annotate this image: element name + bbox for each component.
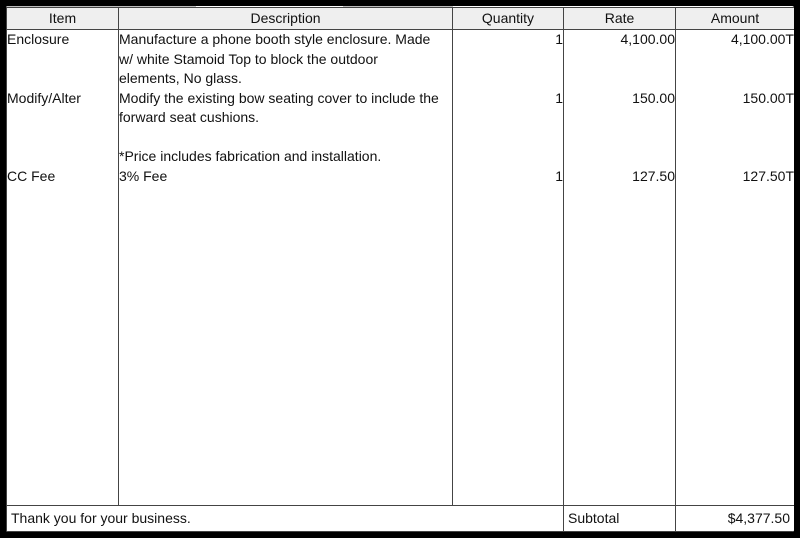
description-column xyxy=(119,30,453,506)
subtotal-label: Subtotal xyxy=(564,506,676,532)
thank-you-message: Thank you for your business. xyxy=(7,506,564,532)
col-header-description: Description xyxy=(119,8,453,30)
description-cell: Modify the existing bow seating cover to include the forward seat cushions. *Price includes fabrication and installation. xyxy=(119,89,439,164)
amount-column xyxy=(676,30,795,506)
rate-cell: 127.50 xyxy=(632,167,675,184)
header-row xyxy=(7,8,795,30)
col-header-amount: Amount xyxy=(676,8,795,30)
invoice-sheet xyxy=(6,6,794,532)
invoice-table xyxy=(6,7,794,532)
quantity-cell: 1 xyxy=(555,31,563,47)
col-header-item: Item xyxy=(7,8,119,30)
rate-column xyxy=(564,30,676,506)
quantity-cell: 1 xyxy=(555,89,563,106)
col-header-rate: Rate xyxy=(564,8,676,30)
line-items-area xyxy=(7,30,795,506)
item-cell: CC Fee xyxy=(7,167,56,184)
col-header-quantity: Quantity xyxy=(453,8,564,30)
amount-cell: 127.50T xyxy=(742,167,794,184)
quantity-column xyxy=(453,30,564,506)
item-cell: Modify/Alter xyxy=(7,89,81,106)
amount-cell: 150.00T xyxy=(742,89,794,106)
item-column xyxy=(7,30,119,506)
footer-row xyxy=(7,506,795,532)
amount-cell: 4,100.00T xyxy=(730,31,794,47)
item-cell: Enclosure xyxy=(7,31,70,47)
description-cell: 3% Fee xyxy=(119,167,168,184)
quantity-cell: 1 xyxy=(555,167,563,184)
rate-cell: 150.00 xyxy=(632,89,675,106)
subtotal-value: $4,377.50 xyxy=(676,506,795,532)
rate-cell: 4,100.00 xyxy=(620,31,675,47)
description-cell: Manufacture a phone booth style enclosure. Made w/ white Stamoid Top to block the outdoor elements, No glass. xyxy=(119,31,431,86)
